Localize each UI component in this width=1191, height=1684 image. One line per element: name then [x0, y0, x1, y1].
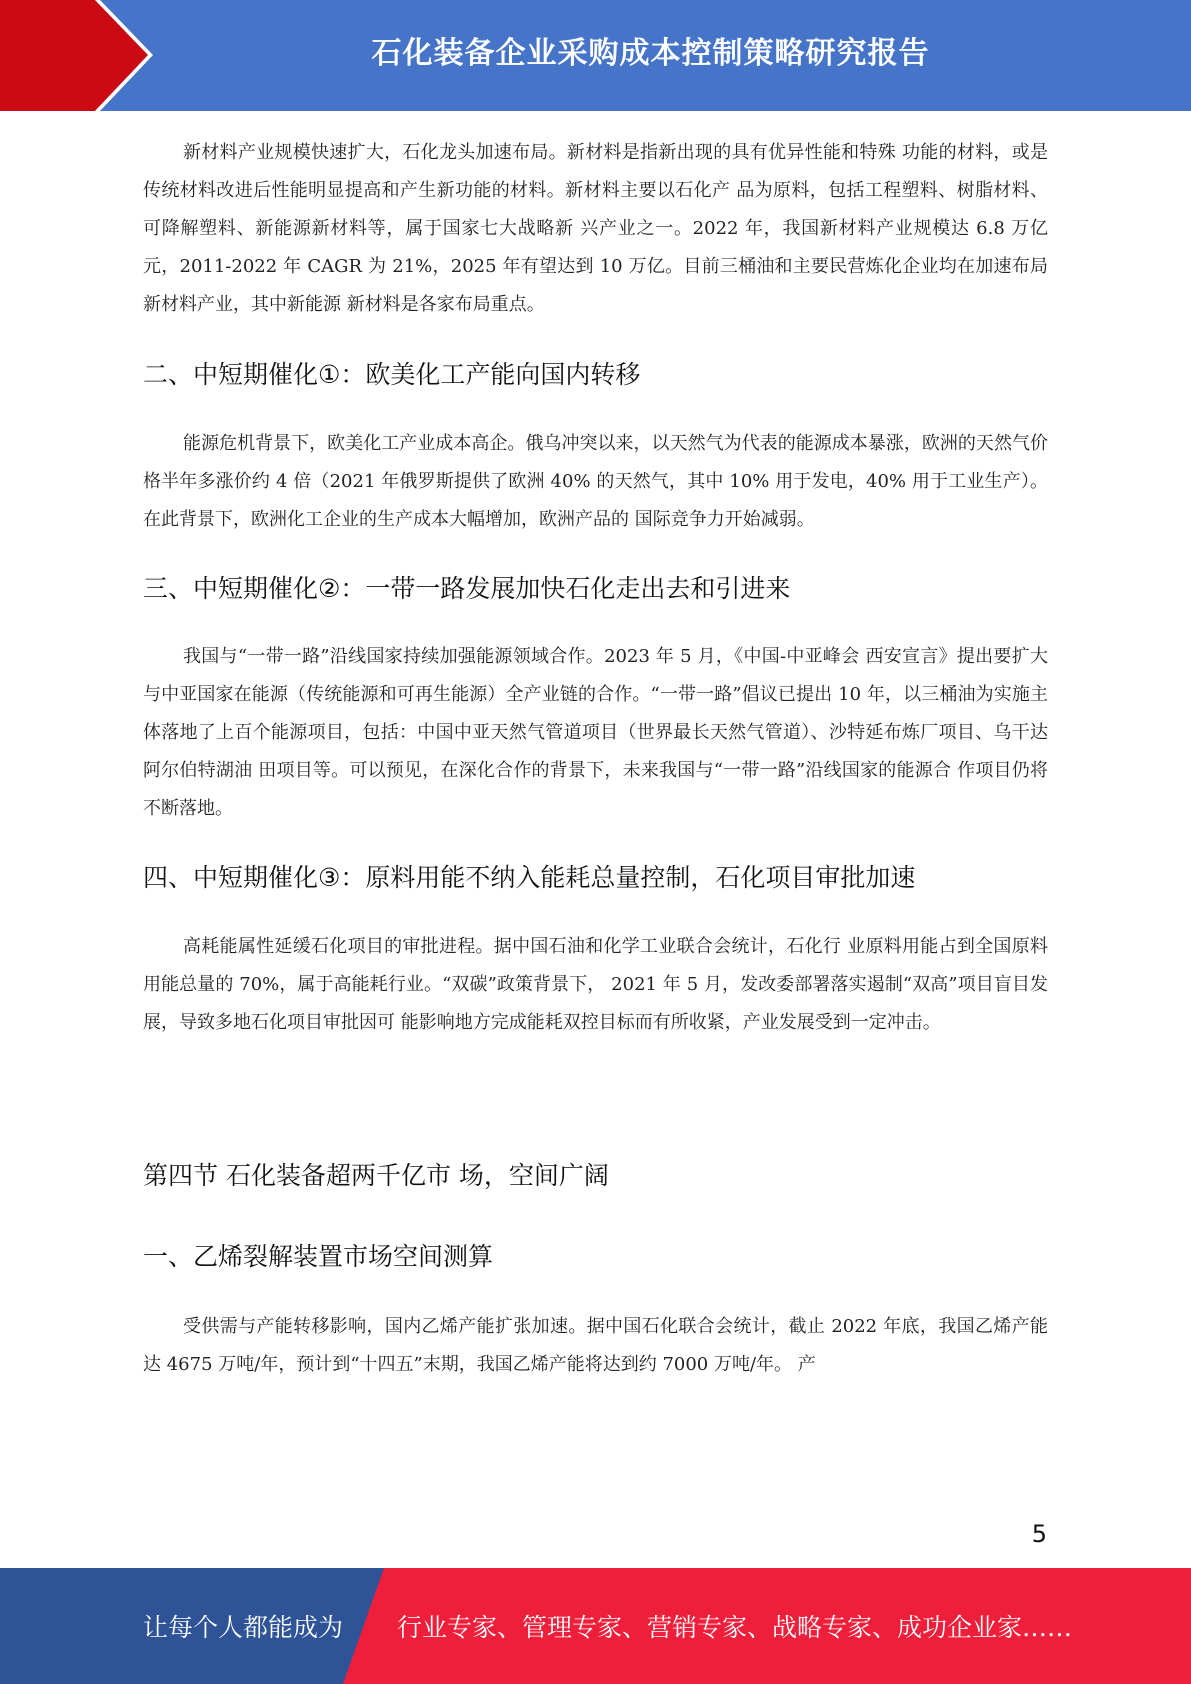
page-footer [0, 1568, 1191, 1684]
paragraph-project-approval: 高耗能属性延缓石化项目的审批进程。据中国石油和化学工业联合会统计，石化行 业原料用能占到全国原料用能总量的 70%，属于高能耗行业。“双碳”政策背景下， 2021 年 5 月，发改委部署落实遏制“双高”项目盲目发展，导致多地石化项目审批因可 能影响地方完成能耗双控目标而有所收紧，产业发展受到一定冲击。 [143, 936, 1048, 1033]
footer-slogan-right: 行业专家、管理专家、营销专家、战略专家、成功企业家…… [397, 1613, 1073, 1642]
document-body [143, 134, 1048, 1384]
footer-slogan-left: 让每个人都能成为 [143, 1613, 344, 1642]
paragraph-belt-road: 我国与“一带一路”沿线国家持续加强能源领域合作。2023 年 5 月，《中国-中亚峰会 西安宣言》提出要扩大与中亚国家在能源（传统能源和可再生能源）全产业链的合作。“一带一路”倡议已提出 10 年，以三桶油为实施主体落地了上百个能源项目，包括：中国中亚天然气管道项目（世界最长天然气管道）、沙特延布炼厂项目、乌干达阿尔伯特湖油 田项目等。可以预见，在深化合作的背景下，未来我国与“一带一路”沿线国家的能源合 作项目仍将不断落地。 [143, 646, 1048, 819]
page-header [0, 0, 1191, 111]
heading-catalyst-3: 四、中短期催化③：原料用能不纳入能耗总量控制，石化项目审批加速 [143, 863, 916, 892]
paragraph-ethylene-capacity: 受供需与产能转移影响，国内乙烯产能扩张加速。据中国石化联合会统计，截止 2022 年底，我国乙烯产能达 4675 万吨/年，预计到“十四五”末期，我国乙烯产能将达到约 7000 万吨/年。 产 [143, 1316, 1048, 1375]
section-title-chapter-4: 第四节 石化装备超两千亿市 场，空间广阔 [143, 1161, 609, 1190]
heading-catalyst-1: 二、中短期催化①：欧美化工产能向国内转移 [143, 360, 641, 389]
paragraph-energy-crisis: 能源危机背景下，欧美化工产业成本高企。俄乌冲突以来，以天然气为代表的能源成本暴涨，欧洲的天然气价格半年多涨价约 4 倍（2021 年俄罗斯提供了欧洲 40% 的天然气，其中 10% 用于发电，40% 用于工业生产）。在此背景下，欧洲化工企业的生产成本大幅增加，欧洲产品的 国际竞争力开始减弱。 [143, 433, 1048, 530]
paragraph-new-materials: 新材料产业规模快速扩大，石化龙头加速布局。新材料是指新出现的具有优异性能和特殊 功能的材料，或是传统材料改进后性能明显提高和产生新功能的材料。新材料主要以石化产 品为原料，包括工程塑料、树脂材料、可降解塑料、新能源新材料等，属于国家七大战略新 兴产业之一。2022 年，我国新材料产业规模达 6.8 万亿元，2011-2022 年 CAGR 为 21%，2025 年有望达到 10 万亿。目前三桶油和主要民营炼化企业均在加速布局新材料产业，其中新能源 新材料是各家布局重点。 [143, 142, 1048, 315]
page-number: 5 [1031, 1520, 1047, 1548]
report-title: 石化装备企业采购成本控制策略研究报告 [371, 36, 930, 71]
heading-catalyst-2: 三、中短期催化②：一带一路发展加快石化走出去和引进来 [143, 574, 791, 603]
heading-ethylene-market: 一、乙烯裂解装置市场空间测算 [143, 1242, 494, 1271]
